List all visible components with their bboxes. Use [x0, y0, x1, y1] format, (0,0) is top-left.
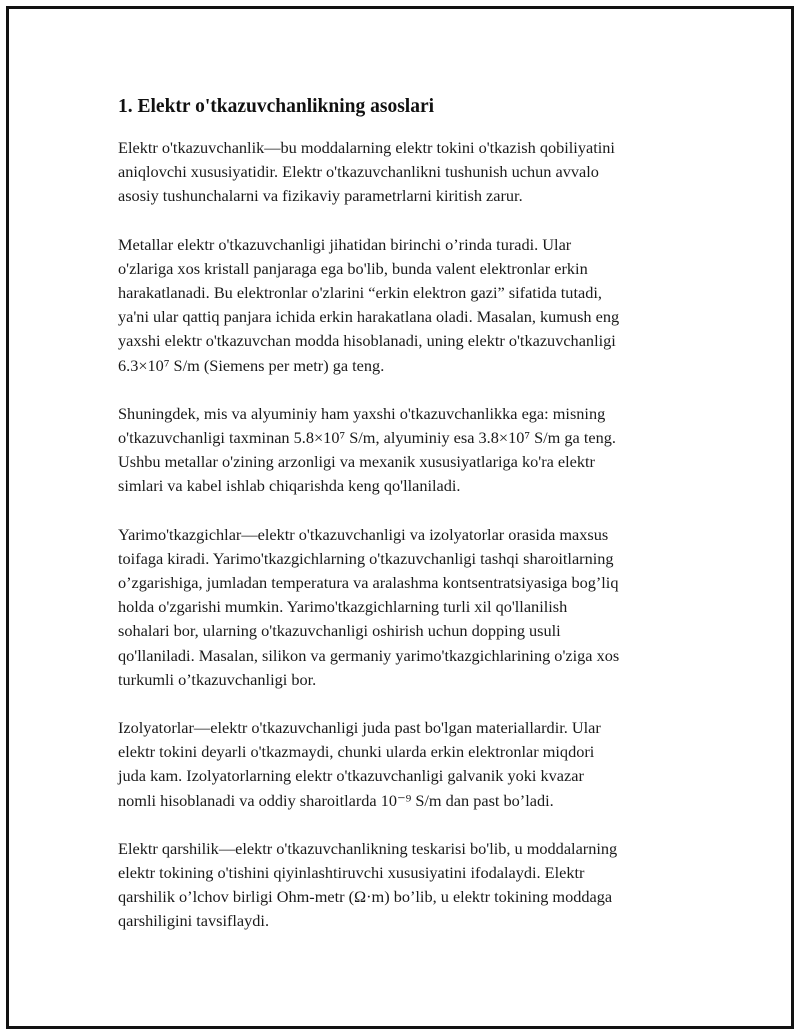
- section-title: 1. Elektr o'tkazuvchanlikning asoslari: [118, 96, 435, 117]
- paragraph-copper-aluminum: Shuningdek, mis va alyuminiy ham yaxshi o'tkazuvchanlikka ega: misning o'tkazuvchanligi taxminan 5.8×10⁷ S/m, alyuminiy esa 3.8×10⁷ S/m ga teng. Ushbu metallar o'zining arzonligi va mexanik xususiyatlariga ko'ra elektr simlari va kabel ishlab chiqarishda keng qo'llaniladi.: [118, 403, 616, 496]
- paragraph-metals: Metallar elektr o'tkazuvchanligi jihatidan birinchi o’rinda turadi. Ular o'zlariga xos kristall panjaraga ega bo'lib, bunda valent elektronlar erkin harakatlanadi. Bu elektronlar o'zlarini “erkin elektron gazi” sifatida tutadi, ya'ni ular qattiq panjara ichida erkin harakatlana oladi. Masalan, kumush eng yaxshi elektr o'tkazuvchan modda hisoblanadi, uning elektr o'tkazuvchanligi 6.3×10⁷ S/m (Siemens per metr) ga teng.: [118, 234, 620, 375]
- paragraph-resistance: Elektr qarshilik—elektr o'tkazuvchanlikning teskarisi bo'lib, u moddalarning elektr tokining o'tishini qiyinlashtiruvchi xususiyatini ifodalaydi. Elektr qarshilik o’lchov birligi Ohm-metr (Ω·m) bo’lib, u elektr tokining moddaga qarshiligini tavsiflaydi.: [118, 838, 618, 931]
- paragraph-semiconductors: Yarimo'tkazgichlar—elektr o'tkazuvchanligi va izolyatorlar orasida maxsus toifaga kiradi. Yarimo'tkazgichlarning o'tkazuvchanligi tashqi sharoitlarning o’zgarishiga, jumladan temperatura va aralashma kontsentratsiyasiga bog’liq holda o'zgarishi mumkin. Yarimo'tkazgichlarning turli xil qo'llanilish sohalari bor, ularning o'tkazuvchanligi oshirish uchun dopping usuli qo'llaniladi. Masalan, silikon va germaniy yarimo'tkazgichlarining o'ziga xos turkumli o’tkazuvchanligi bor.: [118, 524, 620, 689]
- paragraph-insulators: Izolyatorlar—elektr o'tkazuvchanligi juda past bo'lgan materiallardir. Ular elektr tokini deyarli o'tkazmaydi, chunki ularda erkin elektronlar miqdori juda kam. Izolyatorlarning elektr o'tkazuvchanligi galvanik yoki kvazar nomli hisoblanadi va oddiy sharoitlarda 10⁻⁹ S/m dan past bo’ladi.: [118, 718, 601, 810]
- paragraph-intro: Elektr o'tkazuvchanlik—bu moddalarning elektr tokini o'tkazish qobiliyatini aniqlovchi xususiyatidir. Elektr o'tkazuvchanlikni tushunish uchun avvalo asosiy tushunchalarni va fizikaviy parametrlarni kiritish zarur.: [118, 138, 615, 206]
- document-content: [118, 94, 688, 958]
